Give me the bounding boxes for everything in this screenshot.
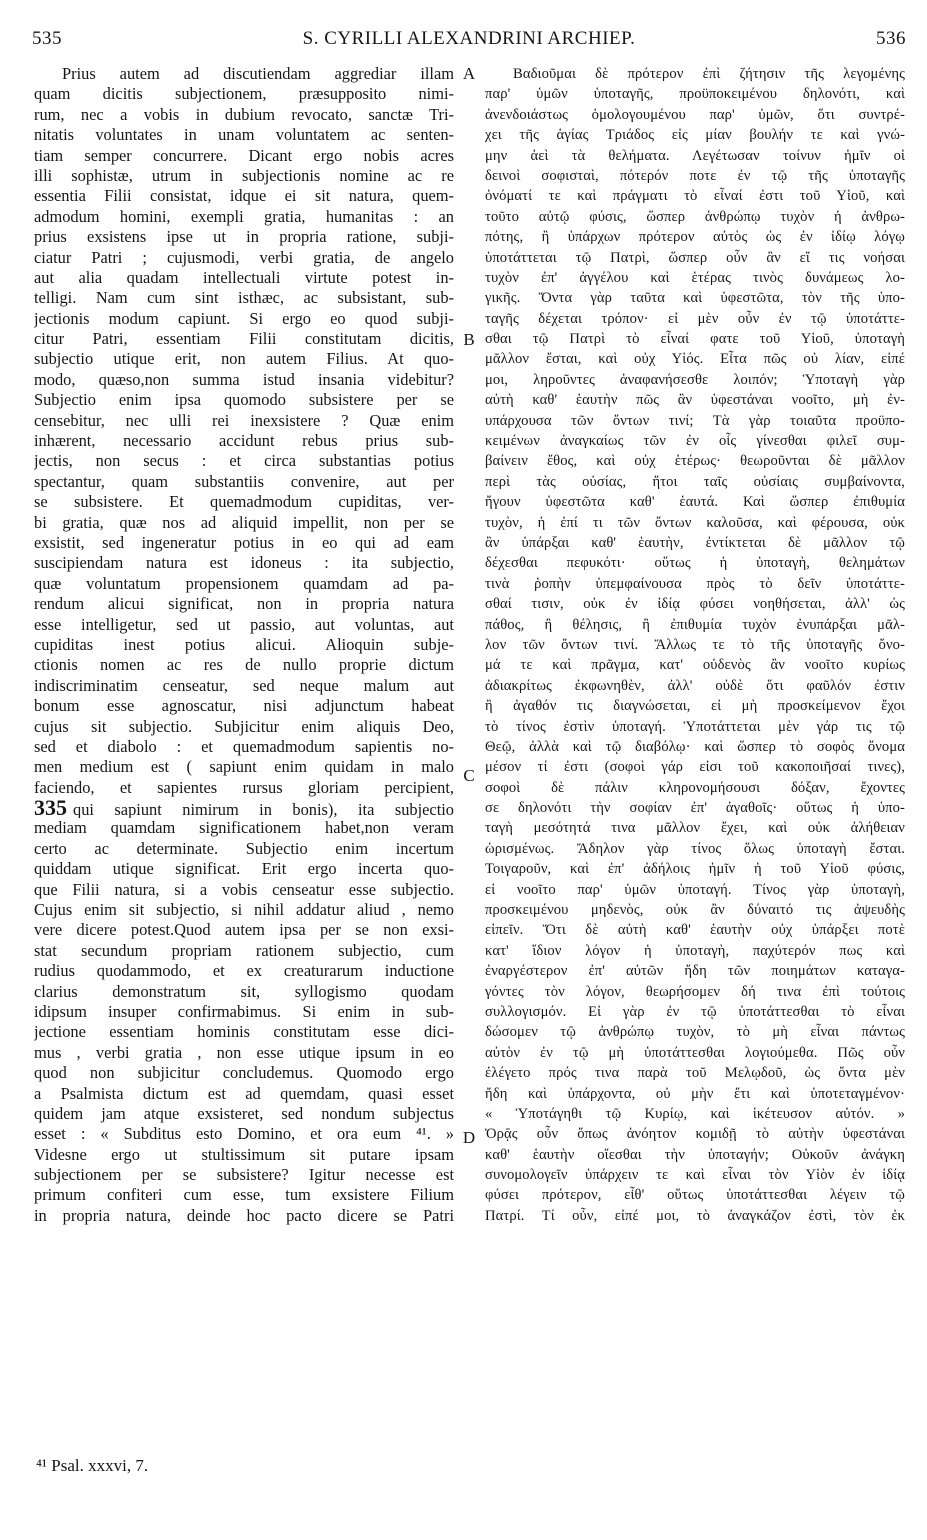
greek-text-line: αὐτὸν ἐν τῷ μὴ ὑποτάττεσθαι λογιούμεθα. Πῶς οὖν [485, 1044, 905, 1061]
latin-text-line: ciatur Patri ; cujusmodi, verbi gratia, de angelo [34, 247, 454, 267]
latin-text-line: subjectio utique erit, non autem Filius. At quo- [34, 349, 454, 369]
latin-text-line: tiam semper concurrere. Dicant ergo nobis acres [34, 145, 454, 165]
greek-text-line: « Ὑποτάγηθι τῷ Κυρίῳ, καὶ ἱκέτευσον αὐτόν. » [485, 1105, 905, 1122]
greek-text-line: τινὰ ῥοπὴν ὑπεμφαίνουσα πρὸς τὸ δεῖν ὑποτάττε- [485, 575, 905, 592]
greek-text-line: δώσομεν τῷ ἀνθρώπῳ τυχὸν, τὸ μὴ εἶναι πάντως [485, 1024, 905, 1041]
latin-text-line: Subjectio enim ipsa quomodo subsistere per se [34, 390, 454, 410]
latin-column [34, 64, 454, 1226]
latin-text-line: bi gratia, quæ nos ad aliquid impellit, non per se [34, 512, 454, 532]
greek-column [485, 64, 905, 1226]
greek-text-line: Τοιγαροῦν, καὶ ἐπ' ἀδήλοις ἡμῖν ἡ τοῦ Υἱοῦ φύσις, [485, 861, 905, 878]
latin-text-line: quam dicitis subjectionem, præsupposito nimi- [34, 84, 454, 104]
greek-text-line: μά τε καὶ πρᾶγμα, κατ' οὐδενὸς ἂν νοοῖτο κυρίως [485, 657, 905, 674]
latin-text-line: faciendo, et sapientes rursus gloriam percipient, [34, 777, 454, 797]
greek-text-line: ἢ ἀγαθόν τις διαγνώσεται, εἰ μὴ προσκείμενον ἔχοι [485, 698, 905, 715]
latin-text-line: subjectionem per se subsistere? Igitur necesse est [34, 1165, 454, 1185]
latin-text-line: rudius quodammodo, et ex creaturarum inductione [34, 961, 454, 981]
latin-text-line: Cujus enim sit subjectio, si nihil addatur aliud , nemo [34, 900, 454, 920]
latin-text-line: jectionis modum capiunt. Si ergo eo quod subji- [34, 308, 454, 328]
latin-text-line: cupiditas inest potius alicui. Alioquin subje- [34, 634, 454, 654]
latin-text-line: aut alia quadam intellectuali virtute potest in- [34, 267, 454, 287]
greek-text-line: συνομολογεῖν ὑπάρχειν τε καὶ εἶναι τὸν Υἱὸν ἐν ἰδίᾳ [485, 1167, 905, 1184]
latin-text-line: quiddam utique significat. Erit ergo incerta quo- [34, 859, 454, 879]
latin-text-line: Videsne ergo ut stultissimum sit putare ipsam [34, 1144, 454, 1164]
greek-text-line: μοι, ληροῦντες ἀναφανήσεσθε λοιπόν; Ὑποταγὴ γὰρ [485, 371, 905, 388]
latin-text-line: esse intelligetur, sed ut passio, aut voluntas, aut [34, 614, 454, 634]
greek-text-line: εἰπεῖν. Ὅτι δὲ αὐτὴ καθ' ἑαυτὴν οὐχ ὑπάρξει ποτὲ [485, 922, 905, 939]
greek-text-line: μᾶλλον ἔσται, καὶ οὐχ Υἱός. Εἶτα πῶς οὐ λίαν, εἰπέ [485, 351, 905, 368]
latin-text-line: rendum alicui significat, non in propria natura [34, 594, 454, 614]
margin-marker-c: C [463, 766, 475, 785]
latin-text-line: ctionis nomen ac res de nullo proprie dictum [34, 655, 454, 675]
greek-text-line: ὑποτάττεται τῷ Πατρὶ, ὥσπερ οὖν ἂν εἴ τις νοήσαι [485, 249, 905, 266]
latin-text-line: cujus sit subjectio. Subjicitur enim aliquis Deo, [34, 716, 454, 736]
greek-text-line: ἤγουν ὑφεστῶτα καθ' ἑαυτά. Καὶ ὥσπερ ἐπιθυμία [485, 494, 905, 511]
greek-text-line: ἐλέγετο πρός τινα παρὰ τοῦ Μελῳδοῦ, ὡς ὄντα μὲν [485, 1065, 905, 1082]
greek-text-line: συλλογισμόν. Εἰ γὰρ ἐν τῷ ὑποτάττεσθαι τὸ εἶναι [485, 1003, 905, 1020]
greek-text-line: Θεῷ, ἀλλὰ καὶ τῷ διαβόλῳ· καὶ ὥσπερ τὸ σοφὸς ὄνομα [485, 738, 905, 755]
latin-text-line [34, 798, 454, 818]
greek-text-line: κειμένων ἀναγκαίως τῶν ἐν οἷς γίνεσθαι φιλεῖ συμ- [485, 433, 905, 450]
latin-text-line: mus , verbi gratia , non esse utique ipsum in eo [34, 1042, 454, 1062]
latin-text-line: idipsum insuper confirmabimus. Si enim in sub- [34, 1001, 454, 1021]
greek-text-line: σε δηλονότι τὴν σοφίαν ἐπ' ἀγαθοῖς· οὕτως ἡ ὑπο- [485, 800, 905, 817]
greek-text-line: λον τῶν ὄντων τινί. Ἄλλως τε τὸ τῆς ὑποταγῆς ὄνο- [485, 636, 905, 653]
greek-text-line: Ὁρᾷς οὖν ὅπως ἀνόητον κομιδῇ τὸ αὐτὴν ὑφεστάναι [485, 1126, 905, 1143]
latin-text-line: exsistit, sed ingeneratur potius in eo qui ad eam [34, 532, 454, 552]
greek-text-line: ἐναργέστερον ἐπ' αὐτῶν ἤδη τῶν ποιημάτων καταγα- [485, 963, 905, 980]
latin-text-line: sed et diabolo : et quemadmodum sapientis no- [34, 736, 454, 756]
greek-text-line: μην ἀεὶ τὰ θελήματα. Λεγέτωσαν τοίνυν ἡμῖν οἱ [485, 147, 905, 164]
greek-text-line: ὡρισμένως. Ἄδηλον γὰρ τίνος ὅλως ὑποταγὴ ἔσται. [485, 840, 905, 857]
latin-text-line: clarius demonstratum sit, syllogismo quodam [34, 981, 454, 1001]
latin-text-line: prius exsistens ipse ut in propria ratione, subji- [34, 227, 454, 247]
latin-text-line: quæ voluntatum propensionem quamdam ad pa- [34, 573, 454, 593]
greek-text-line: μέσον τί ἐστι (σοφοὶ γάρ εἰσι τοῦ κακοποιῆσαί τινες), [485, 759, 905, 776]
latin-text-line: primum confiteri cum esse, tum exsistere Filium [34, 1185, 454, 1205]
page-number-right: 536 [876, 28, 906, 49]
greek-text-line: φύσει πρότερον, εἶθ' οὕτως ὑποτάττεσθαι λέγειν τῷ [485, 1187, 905, 1204]
text-line-content: qui sapiunt nimirum in bonis), ita subjectio [73, 800, 454, 819]
greek-text-line: σθαί τισιν, οὐκ ἐν ἰδίᾳ φύσει νοηθήσεται, ἀλλ' ὡς [485, 596, 905, 613]
running-title: S. CYRILLI ALEXANDRINI ARCHIEP. [302, 28, 636, 49]
latin-text-line: citur Patri, essentiam Filii constitutam dicitis, [34, 329, 454, 349]
greek-text-line: τοῦτο αὐτῷ φύσις, ὥσπερ ἀνθρώπῳ τυχὸν ἡ ἀνθρω- [485, 208, 905, 225]
latin-text-line: quod non subjicitur concludemus. Quomodo ergo [34, 1063, 454, 1083]
greek-text-line: Πατρί. Τί οὖν, εἰπέ μοι, τὸ ἀναγκάζον ἐστὶ, τὸν ἐκ [485, 1207, 905, 1224]
greek-text-line: παρ' ὑμῶν ὑποταγῆς, προϋποκειμένου δηλονότι, καὶ [485, 86, 905, 103]
page-number-left: 535 [32, 28, 62, 49]
latin-text-line: spectantur, quam substantiis convenire, aut per [34, 471, 454, 491]
footnote: ⁴¹ Psal. xxxvi, 7. [36, 1456, 149, 1475]
greek-text-line: κατ' ἴδιον λόγον ἡ ὑποταγὴ, παχύτερόν πως καὶ [485, 942, 905, 959]
greek-text-line: τυχὸν ἐπ' ἀγγέλου καὶ ἑτέρας τινὸς δυνάμεως λο- [485, 269, 905, 286]
latin-text-line: telligi. Nam cum sint isthæc, ac subsistant, sub- [34, 288, 454, 308]
greek-text-line: ἂν ὑπάρξαι καθ' ἑαυτὴν, ἐντίκτεται δὲ μᾶλλον τῷ [485, 534, 905, 551]
greek-text-line: πότης, ἢ ὑπάρχων πρότερον αὐτὸς ὡς ἐν ἰδίῳ λόγῳ [485, 229, 905, 246]
margin-marker-b: B [463, 330, 475, 349]
latin-text-line: indiscriminatim censeatur, sed neque malum aut [34, 675, 454, 695]
greek-text-line: βαίνειν ἔθος, καὶ οὐχ ἑτέρως· θεωροῦνται δὲ μᾶλλον [485, 453, 905, 470]
latin-text-line: a Psalmista dictum est ad quemdam, quasi esset [34, 1083, 454, 1103]
latin-text-line: essentia Filii consistat, idque ei sit natura, quem- [34, 186, 454, 206]
greek-text-line: ταγῆς δέχεται τρόπον· εἰ μὲν οὖν ἐν τῷ ὑποτάττε- [485, 310, 905, 327]
greek-text-line: ἀνενδοιάστως ὁμολογουμένου παρ' ὑμῶν, ὅτι συντρέ- [485, 106, 905, 123]
greek-text-line: περὶ τὰς οὐσίας, ἤτοι ταῖς οὐσίαις συμβαίνοντα, [485, 473, 905, 490]
greek-text-line: τὸ τίνος ἐστὶν ὑποταγή. Ὑποτάττεται μὲν γάρ τις τῷ [485, 718, 905, 735]
greek-text-line: ὀνόματί τε καὶ πράγματι τὸ εἶναί ἐστι τοῦ Υἱοῦ, καὶ [485, 188, 905, 205]
latin-text-line: jectis, non secus : et circa substantias potius [34, 451, 454, 471]
latin-text-line: modo, quæso,non summa istud insania videbitur? [34, 369, 454, 389]
page-header [32, 28, 906, 56]
greek-text-line: Βαδιοῦμαι δὲ πρότερον ἐπὶ ζήτησιν τῆς λεγομένης [513, 66, 905, 82]
greek-text-line: πάθος, ἢ θέλησις, ἢ ἐπιθυμία τυχὸν ἐνυπάρξαι μᾶλ- [485, 616, 905, 633]
greek-text-line: ταγὴ μεσότητά τινα μᾶλλον ἔχει, καὶ οὐκ ἀλήθειαν [485, 820, 905, 837]
latin-text-line: rum, nec a vobis in dubium revocato, sanctæ Tri- [34, 104, 454, 124]
latin-text-line: bonum esse agnoscatur, nisi adjunctum habeat [34, 696, 454, 716]
latin-text-line: Prius autem ad discutiendam aggrediar illam [62, 64, 454, 83]
greek-text-line: προσκειμένου μηδενὸς, οὐκ ἂν δύναιτό τις ἀψευδὴς [485, 902, 905, 919]
latin-text-line: suscipiendam natura est idoneus : ita subjectio, [34, 553, 454, 573]
latin-text-line: esset : « Subditus esto Domino, et ora eum ⁴¹. » [34, 1124, 454, 1144]
greek-text-line: ἀδιακρίτως ἐκφωνηθὲν, ἀλλ' οὐδὲ ὅτι φαῦλόν ἐστιν [485, 677, 905, 694]
latin-text-line: nitatis voluntates in unam voluntatem ac senten- [34, 125, 454, 145]
margin-marker-a: A [462, 64, 476, 83]
greek-text-line: αὐτὴ καθ' ἑαυτὴν πῶς ἂν ὑφεστάναι νοοῖτο, μὴ ἐν- [485, 392, 905, 409]
greek-text-line: τυχὸν, ἡ ἐπί τι τῶν ὄντων καλοῦσα, καὶ φέρουσα, οὐκ [485, 514, 905, 531]
latin-text-line: que Filii natura, si a vobis censeatur esse subjectio. [34, 879, 454, 899]
latin-text-line: stat secundum propriam rationem subjectio, cum [34, 940, 454, 960]
greek-text-line: σθαι τῷ Πατρὶ τὸ εἶναί φατε τοῦ Υἱοῦ, ὑποταγὴ [485, 331, 905, 348]
greek-text-line: ἤδη καὶ ὑπάρχοντα, οὐ μὴν ἔτι καὶ ὑποτεταγμένον· [485, 1085, 905, 1102]
greek-text-line: καθ' ἑαυτὴν οἴεσθαι τὴν ὑποταγήν; Οὐκοῦν ἀνάγκη [485, 1146, 905, 1163]
greek-text-line: δέχεσθαι πεφυκότι· οὕτως ἡ ὑποταγὴ, θελημάτων [485, 555, 905, 572]
latin-text-line: admodum homini, exempli gratia, humanitas : an [34, 206, 454, 226]
greek-text-line: υπάρχουσα τῶν ὄντων τινί; Τὰ γὰρ τοιαῦτα προϋπο- [485, 412, 905, 429]
latin-text-line: in propria natura, deinde hoc pacto dicere se Patri [34, 1205, 454, 1225]
greek-text-line: γόντες τὸν λόγον, θεωρήσομεν δή τινα ἐπὶ τούτοις [485, 983, 905, 1000]
greek-text-line: δεινοὶ σοφισταὶ, πότερόν ποτε ἐν τῷ τῆς ὑποταγῆς [485, 167, 905, 184]
latin-text-line: se subsistere. Et quemadmodum cupiditas, ver- [34, 492, 454, 512]
greek-text-line: χει τῆς ἁγίας Τριάδος εἰς μίαν βουλήν τε καὶ γνώ- [485, 127, 905, 144]
latin-text-line: censebitur, nec ulli rei inexsistere ? Quæ enim [34, 410, 454, 430]
latin-text-line: jectione essentiam hominis constitutam esse dici- [34, 1022, 454, 1042]
latin-text-line: mediam quamdam significationem habet,non veram [34, 818, 454, 838]
latin-text-line: illi sophistæ, utrum in subjectionis nomine ac re [34, 165, 454, 185]
greek-text-line: γικῆς. Ὄντα γὰρ ταῦτα καὶ ὑφεστῶτα, τὸν τῆς ὑπο- [485, 290, 905, 307]
latin-text-line: quidem jam atque exsisteret, sed nondum subjectus [34, 1103, 454, 1123]
latin-text-line: certo ac determinate. Subjectio enim incertum [34, 838, 454, 858]
page-marker: 335 [34, 798, 67, 819]
greek-text-line: εἰ νοοῖτο παρ' ὑμῶν ὑποταγή. Τίνος γὰρ ὑποταγὴ, [485, 881, 905, 898]
latin-text-line: vere dicere potest.Quod autem ipsa per se non exsi- [34, 920, 454, 940]
greek-text-line: σοφοὶ δὲ πάλιν κληρονομήσουσι δόξαν, ἔχοντες [485, 779, 905, 796]
margin-marker-d: D [462, 1128, 476, 1147]
latin-text-line: men medium est ( sapiunt enim quidam in malo [34, 757, 454, 777]
latin-text-line: inhærent, necessario accidunt rebus prius sub- [34, 431, 454, 451]
